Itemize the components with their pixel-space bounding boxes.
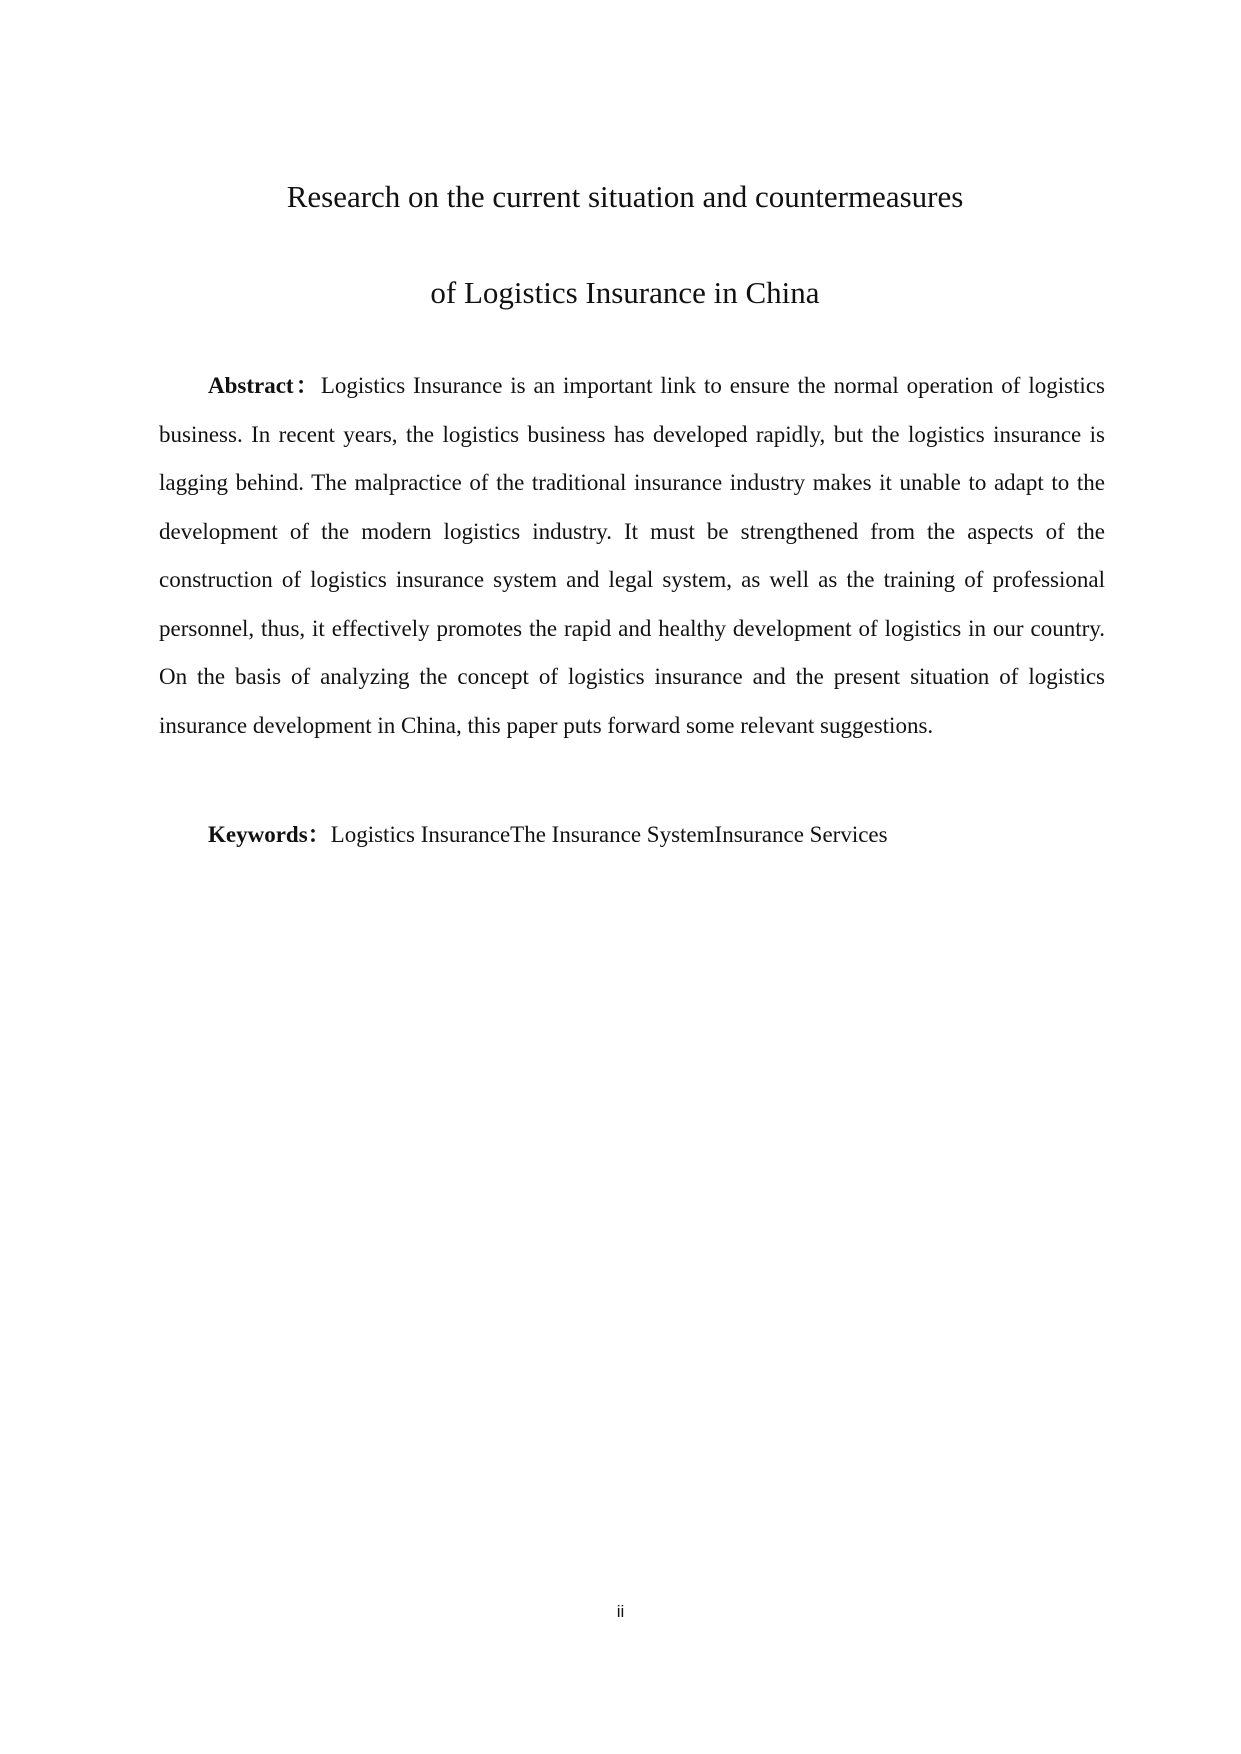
keywords-text: Logistics InsuranceThe Insurance SystemInsurance Services	[330, 822, 888, 847]
page-number: ii	[616, 1602, 625, 1621]
paper-title-line-2: of Logistics Insurance in China	[430, 275, 820, 310]
keywords-paragraph	[159, 815, 1105, 855]
abstract-label: Abstract：	[208, 373, 321, 398]
abstract-paragraph	[159, 362, 1105, 750]
keywords-label: Keywords：	[208, 822, 331, 847]
paper-title-line-1: Research on the current situation and countermeasures	[286, 179, 964, 214]
abstract-text: Logistics Insurance is an important link to ensure the normal operation of logistics business. In recent years, the logistics business has developed rapidly, but the logistics insurance is lagging behind. The malpractice of the traditional insurance industry makes it unable to adapt to the development of the modern logistics industry. It must be strengthened from the aspects of the construction of logistics insurance system and legal system, as well as the training of professional personnel, thus, it effectively promotes the rapid and healthy development of logistics in our country. On the basis of analyzing the concept of logistics insurance and the present situation of logistics insurance development in China, this paper puts forward some relevant suggestions.	[159, 373, 1105, 738]
